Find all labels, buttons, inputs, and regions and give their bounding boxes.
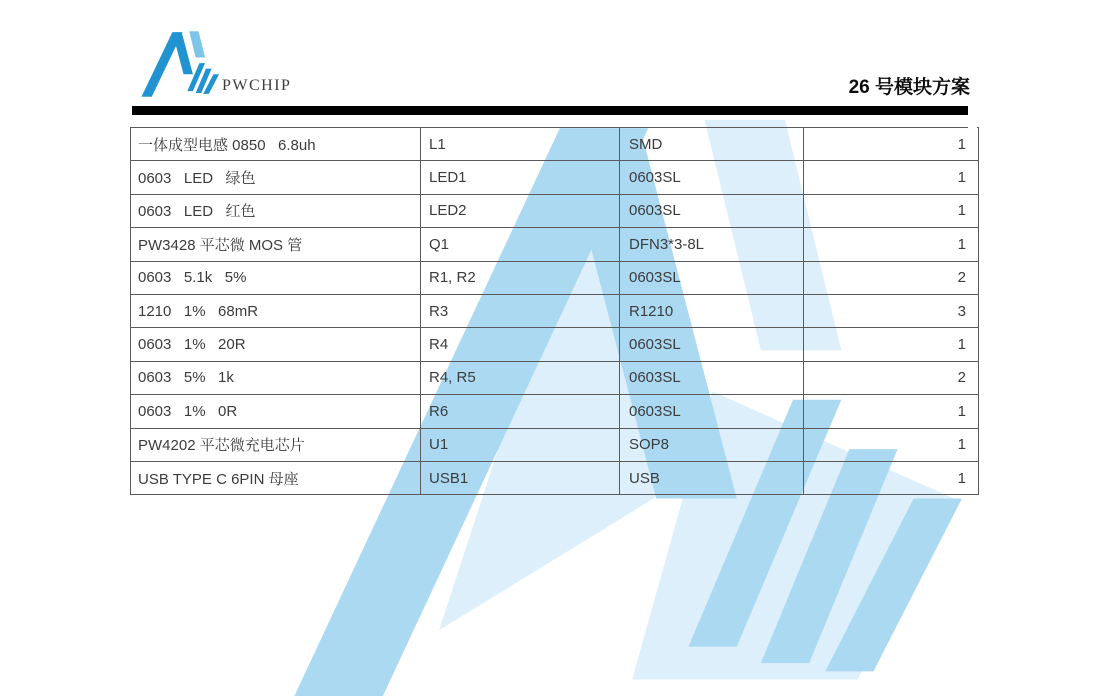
cell-description: 一体成型电感 0850 6.8uh xyxy=(131,128,421,161)
cell-package: 0603SL xyxy=(620,395,804,428)
cell-quantity: 1 xyxy=(804,461,979,494)
cell-package: SOP8 xyxy=(620,428,804,461)
bom-table xyxy=(130,127,979,495)
cell-quantity: 1 xyxy=(804,395,979,428)
cell-quantity: 1 xyxy=(804,428,979,461)
cell-quantity: 3 xyxy=(804,294,979,327)
cell-designator: LED1 xyxy=(421,161,620,194)
cell-quantity: 1 xyxy=(804,161,979,194)
cell-quantity: 2 xyxy=(804,361,979,394)
cell-designator: USB1 xyxy=(421,461,620,494)
cell-description: PW4202 平芯微充电芯片 xyxy=(131,428,421,461)
cell-description: USB TYPE C 6PIN 母座 xyxy=(131,461,421,494)
cell-description: 1210 1% 68mR xyxy=(131,294,421,327)
cell-description: 0603 LED 绿色 xyxy=(131,161,421,194)
cell-description: PW3428 平芯微 MOS 管 xyxy=(131,228,421,261)
cell-designator: L1 xyxy=(421,128,620,161)
cell-designator: LED2 xyxy=(421,194,620,227)
page-title: 26 号模块方案 xyxy=(848,77,970,98)
cell-package: 0603SL xyxy=(620,361,804,394)
header-rule xyxy=(132,106,968,115)
table-row xyxy=(131,428,979,461)
cell-package: R1210 xyxy=(620,294,804,327)
brand xyxy=(134,30,291,98)
pwchip-logo-icon xyxy=(134,30,220,98)
cell-package: SMD xyxy=(620,128,804,161)
table-row xyxy=(131,194,979,227)
cell-package: 0603SL xyxy=(620,194,804,227)
cell-designator: U1 xyxy=(421,428,620,461)
cell-package: DFN3*3-8L xyxy=(620,228,804,261)
table-row xyxy=(131,328,979,361)
cell-quantity: 1 xyxy=(804,128,979,161)
cell-package: USB xyxy=(620,461,804,494)
cell-designator: Q1 xyxy=(421,228,620,261)
cell-quantity: 1 xyxy=(804,228,979,261)
cell-designator: R6 xyxy=(421,395,620,428)
cell-designator: R4, R5 xyxy=(421,361,620,394)
table-row xyxy=(131,128,979,161)
cell-quantity: 1 xyxy=(804,328,979,361)
table-row xyxy=(131,395,979,428)
cell-description: 0603 1% 0R xyxy=(131,395,421,428)
cell-description: 0603 5.1k 5% xyxy=(131,261,421,294)
table-row xyxy=(131,294,979,327)
cell-package: 0603SL xyxy=(620,161,804,194)
table-row xyxy=(131,361,979,394)
cell-package: 0603SL xyxy=(620,328,804,361)
table-row xyxy=(131,228,979,261)
cell-designator: R4 xyxy=(421,328,620,361)
table-row xyxy=(131,461,979,494)
cell-description: 0603 1% 20R xyxy=(131,328,421,361)
table-top-border-gap xyxy=(968,126,977,128)
cell-description: 0603 LED 红色 xyxy=(131,194,421,227)
table-row xyxy=(131,261,979,294)
brand-name: PWCHIP xyxy=(222,77,292,94)
cell-designator: R3 xyxy=(421,294,620,327)
cell-description: 0603 5% 1k xyxy=(131,361,421,394)
cell-designator: R1, R2 xyxy=(421,261,620,294)
table-row xyxy=(131,161,979,194)
cell-quantity: 2 xyxy=(804,261,979,294)
cell-quantity: 1 xyxy=(804,194,979,227)
cell-package: 0603SL xyxy=(620,261,804,294)
